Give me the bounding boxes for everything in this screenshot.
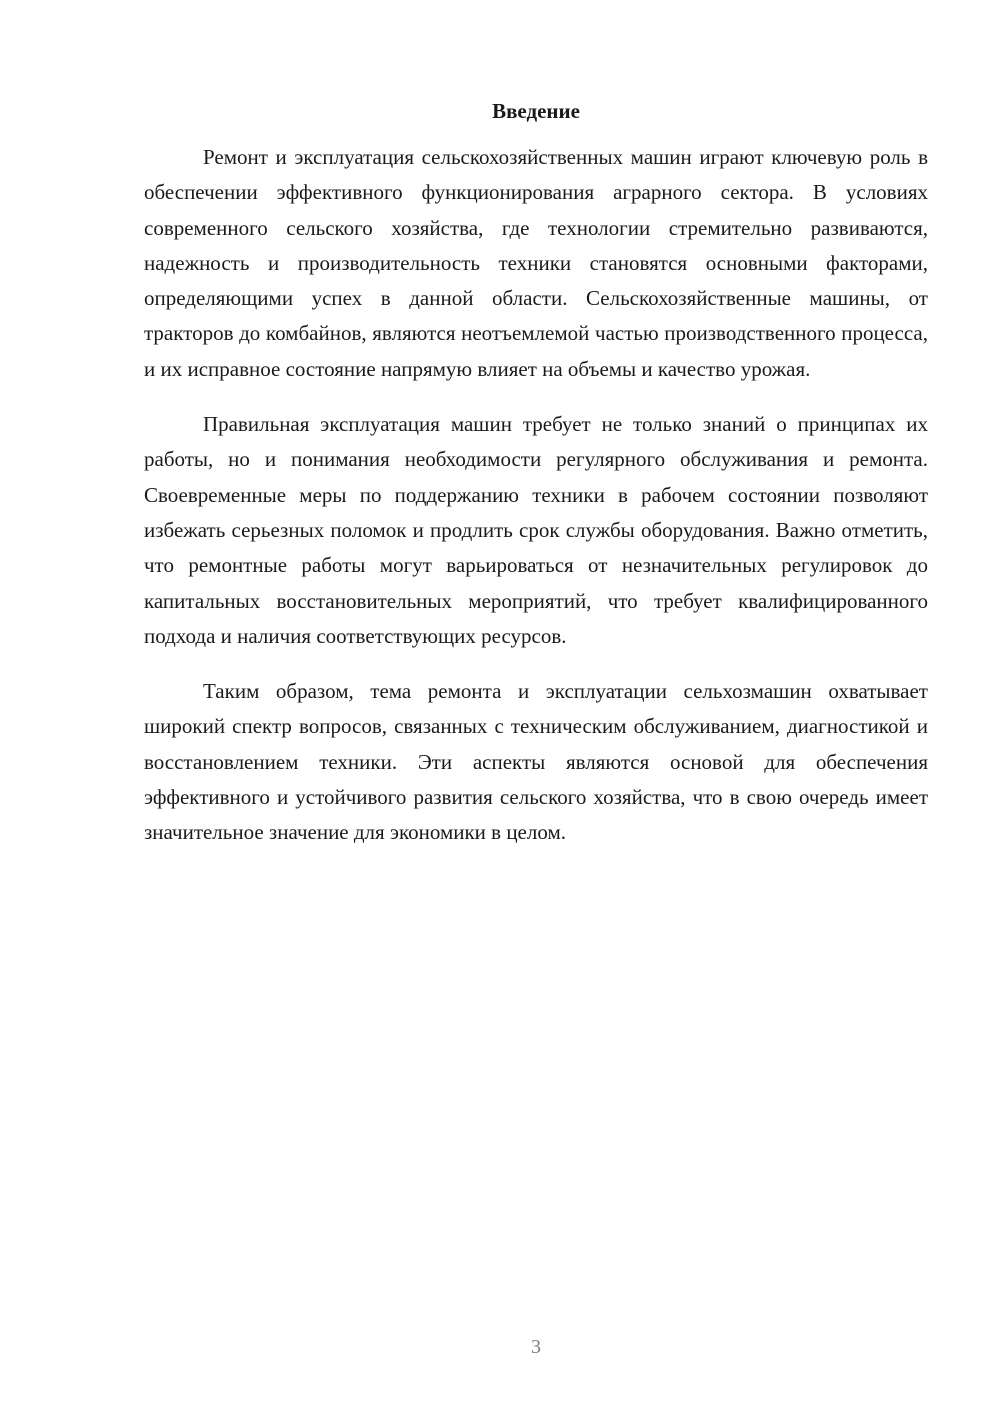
paragraph-3: Таким образом, тема ремонта и эксплуатации сельхозмашин охватывает широкий спектр вопросов, связанных с техническим обслуживанием, диагностикой и восстановлением техники. Эти аспекты являются основой для обеспечения эффективного и устойчивого развития сельского хозяйства, что в свою очередь имеет значительное значение для экономики в целом.	[144, 679, 928, 845]
page-number: 3	[531, 1336, 541, 1358]
section-heading: Введение	[492, 99, 580, 123]
paragraph-1: Ремонт и эксплуатация сельскохозяйственных машин играют ключевую роль в обеспечении эффективного функционирования аграрного сектора. В условиях современного сельского хозяйства, где технологии стремительно развиваются, надежность и производительность техники становятся основными факторами, определяющими успех в данной области. Сельскохозяйственные машины, от тракторов до комбайнов, являются неотъемлемой частью производственного процесса, и их исправное состояние напрямую влияет на объемы и качество урожая.	[144, 145, 928, 381]
body-text	[144, 140, 928, 871]
paragraph-2: Правильная эксплуатация машин требует не только знаний о принципах их работы, но и понимания необходимости регулярного обслуживания и ремонта. Своевременные меры по поддержанию техники в рабочем состоянии позволяют избежать серьезных поломок и продлить срок службы оборудования. Важно отметить, что ремонтные работы могут варьироваться от незначительных регулировок до капитальных восстановительных мероприятий, что требует квалифицированного подхода и наличия соответствующих ресурсов.	[144, 412, 928, 648]
